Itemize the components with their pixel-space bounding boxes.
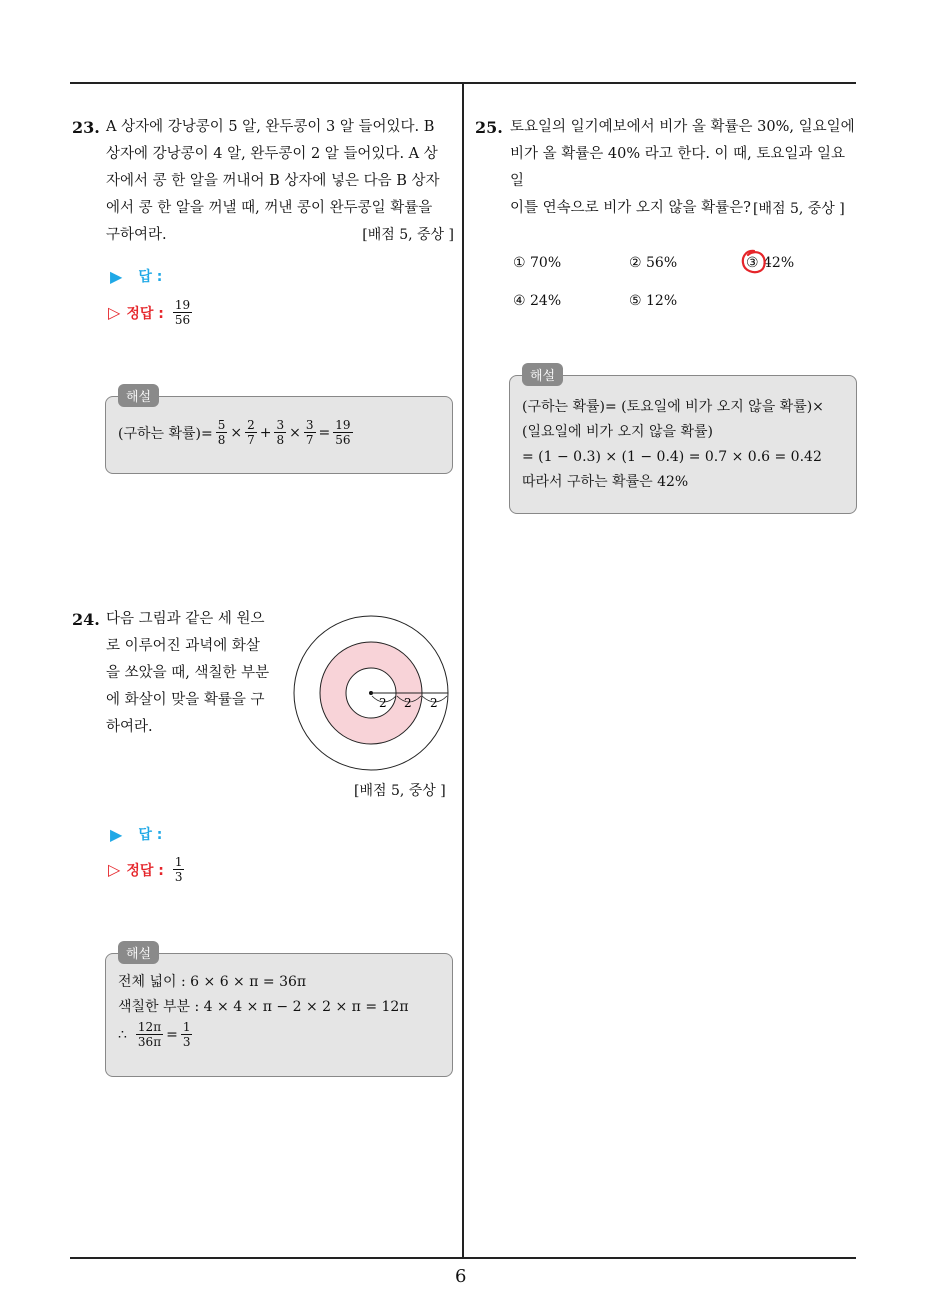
q23-solution-tag: 해설 [118, 384, 159, 407]
q24-sol-line-1: 전체 넓이 : 6 × 6 × π = 36π [118, 974, 307, 990]
q23-number: 23. [72, 118, 100, 137]
equals-symbol: = [318, 424, 331, 441]
q25-line-1: 토요일의 일기예보에서 비가 올 확률은 30%, 일요일에 [510, 119, 855, 135]
q23-line-2: 상자에 강낭콩이 4 알, 완두콩이 2 알 들어있다. A 상 [106, 146, 438, 162]
radius-label-3: 2 [430, 696, 438, 710]
q24-answer-label: 답 : [138, 827, 163, 843]
choice-5[interactable]: ⑤ 12% [629, 293, 678, 309]
q23-meta: [배점 5, 중상 ] [362, 227, 454, 243]
answer-arrow-icon: ▶ [110, 266, 123, 286]
frac-den: 56 [335, 433, 351, 447]
q23-line-1: A 상자에 강낭콩이 5 알, 완두콩이 3 알 들어있다. B [106, 119, 435, 135]
q23-line-4: 에서 콩 한 알을 꺼낼 때, 꺼낸 콩이 완두콩일 확률을 [106, 200, 433, 216]
choice-1[interactable]: ① 70% [513, 255, 562, 271]
q24-answer-row [110, 824, 162, 844]
q24-correct-num: 1 [174, 855, 183, 869]
q24-correct-fraction [173, 855, 185, 884]
frac-den: 8 [217, 433, 226, 447]
q23-line-5: 구하여라. [106, 227, 167, 243]
q25-sol-line-2: (일요일에 비가 오지 않을 확률) [522, 424, 714, 440]
frac-den: 8 [276, 433, 285, 447]
q25-solution-body [522, 395, 852, 495]
q25-sol-line-4: 따라서 구하는 확률은 42% [522, 474, 689, 490]
q25-number: 25. [475, 118, 503, 137]
q23-text [106, 114, 454, 249]
therefore-symbol: ∴ [118, 1026, 127, 1043]
selected-answer-circle-icon [738, 247, 770, 277]
plus-symbol: + [259, 424, 272, 441]
q24-line-5: 하여라. [106, 719, 153, 735]
column-divider [462, 83, 464, 1258]
q23-correct-den: 56 [174, 313, 191, 327]
correct-arrow-icon: ▷ [108, 303, 121, 322]
choice-2[interactable]: ② 56% [629, 255, 678, 271]
bottom-rule [70, 1257, 856, 1259]
q24-line-2: 로 이루어진 과녁에 화살 [106, 638, 260, 654]
q23-sol-frac-5 [333, 418, 352, 447]
q24-correct-label: 정답 : [126, 862, 164, 879]
q24-text [106, 606, 281, 741]
q24-solution-body [118, 970, 409, 1049]
radius-label-1: 2 [379, 696, 387, 710]
q24-correct-den: 3 [174, 870, 183, 884]
frac-num: 2 [247, 418, 255, 432]
q24-line-1: 다음 그림과 같은 세 원으 [106, 611, 265, 627]
q24-sol-line-3 [118, 1020, 409, 1049]
radius-label-2: 2 [404, 696, 412, 710]
frac-den: 36π [137, 1035, 162, 1049]
q23-answer-row [110, 266, 162, 286]
times-symbol: × [289, 424, 301, 441]
frac-num: 3 [305, 418, 314, 432]
q23-correct-label: 정답 : [126, 305, 164, 322]
frac-den: 7 [247, 433, 255, 447]
equals-symbol: = [166, 1026, 178, 1043]
q25-line-2: 비가 올 확률은 40% 라고 한다. 이 때, 토요일과 일요일 [510, 146, 846, 189]
q23-correct-num: 19 [174, 298, 191, 312]
q23-solution-formula [118, 418, 356, 447]
q23-line-3: 자에서 콩 한 알을 꺼내어 B 상자에 넣은 다음 B 상자 [106, 173, 440, 189]
q24-line-3: 을 쏘았을 때, 색칠한 부분 [106, 665, 270, 681]
target-figure [290, 612, 456, 778]
q25-sol-line-1: (구하는 확률)= (토요일에 비가 오지 않을 확률)× [522, 399, 824, 415]
answer-arrow-icon: ▶ [110, 824, 123, 844]
q23-answer-label: 답 : [138, 269, 163, 285]
frac-den: 7 [305, 433, 314, 447]
choice-3[interactable]: ③ 42% [746, 255, 795, 271]
q25-line-3: 이틀 연속으로 비가 오지 않을 확률은? [510, 200, 751, 216]
correct-arrow-icon: ▷ [108, 860, 121, 879]
frac-num: 5 [217, 418, 226, 432]
q23-sol-frac-3 [274, 418, 286, 447]
q23-correct-fraction [173, 298, 192, 327]
page-number: 6 [455, 1266, 467, 1287]
frac-num: 1 [182, 1020, 191, 1034]
q24-meta: [배점 5, 중상 ] [354, 783, 446, 799]
q24-sol-line-2: 색칠한 부분 : 4 × 4 × π − 2 × 2 × π = 12π [118, 999, 409, 1015]
q24-solution-tag: 해설 [118, 941, 159, 964]
q24-sol-frac-2 [181, 1020, 193, 1049]
frac-den: 3 [182, 1035, 191, 1049]
q25-meta: [배점 5, 중상 ] [753, 201, 845, 217]
q23-sol-frac-2 [245, 418, 257, 447]
times-symbol: × [230, 424, 243, 441]
frac-num: 12π [137, 1020, 162, 1034]
q24-sol-frac-1 [136, 1020, 163, 1049]
q25-solution-tag: 해설 [522, 363, 563, 386]
q23-sol-frac-1 [216, 418, 228, 447]
frac-num: 19 [335, 418, 351, 432]
q23-sol-prefix: (구하는 확률)= [118, 425, 213, 442]
q25-sol-line-3: = (1 − 0.3) × (1 − 0.4) = 0.7 × 0.6 = 0.42 [522, 449, 822, 465]
frac-num: 3 [276, 418, 285, 432]
q24-number: 24. [72, 610, 100, 629]
q24-correct-row [108, 855, 187, 884]
q23-sol-frac-4 [304, 418, 316, 447]
q24-line-4: 에 화살이 맞을 확률을 구 [106, 692, 265, 708]
choice-4[interactable]: ④ 24% [513, 293, 562, 309]
q23-correct-row [108, 298, 195, 327]
